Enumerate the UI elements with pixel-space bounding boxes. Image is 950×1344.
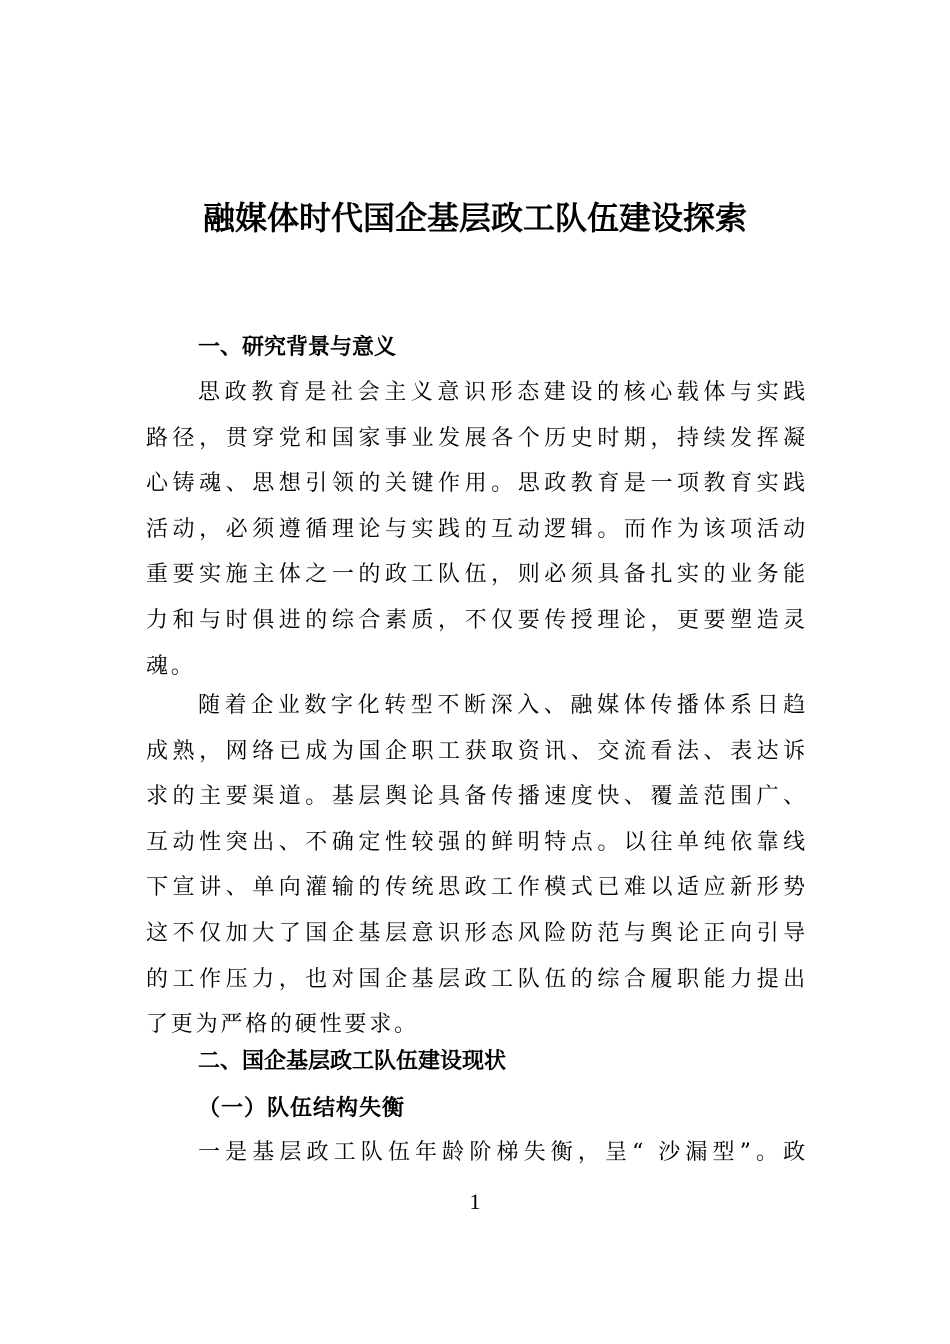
paragraph-structure-1 (146, 1130, 808, 1176)
paragraph-background-1 (146, 370, 808, 689)
section-heading-background: 一、研究背景与意义 (198, 335, 397, 360)
paragraph-background-2 (146, 683, 808, 1048)
text-line: 互动性突出、不确定性较强的鲜明特点。以往单纯依靠线 (146, 829, 808, 855)
text-line: 路径，贯穿党和国家事业发展各个历史时期，持续发挥凝 (146, 425, 808, 451)
text-line: 心铸魂、思想引领的关键作用。思政教育是一项教育实践 (146, 471, 808, 497)
subsection-heading-structure: （一）队伍结构失衡 (198, 1095, 406, 1121)
text-line: 求的主要渠道。基层舆论具备传播速度快、覆盖范围广、 (146, 784, 808, 810)
section-heading-status: 二、国企基层政工队伍建设现状 (198, 1049, 507, 1074)
text-line: 的工作压力，也对国企基层政工队伍的综合履职能力提出 (146, 966, 808, 992)
text-line: 成熟，网络已成为国企职工获取资讯、交流看法、表达诉 (146, 738, 808, 764)
text-line: 活动，必须遵循理论与实践的互动逻辑。而作为该项活动 (146, 516, 808, 542)
text-line: 重要实施主体之一的政工队伍，则必须具备扎实的业务能 (146, 562, 808, 588)
text-line: 思政教育是社会主义意识形态建设的核心载体与实践 (198, 380, 808, 405)
text-line: 随着企业数字化转型不断深入、融媒体传播体系日趋 (198, 693, 808, 718)
text-line: 了更为严格的硬性要求。 (146, 1012, 419, 1038)
text-line: 这不仅加大了国企基层意识形态风险防范与舆论正向引导 (146, 920, 808, 946)
text-line: 力和与时俱进的综合素质，不仅要传授理论，更要塑造灵 (146, 607, 808, 633)
text-line: 下宣讲、单向灌输的传统思政工作模式已难以适应新形势 (146, 875, 808, 901)
page-number: 1 (469, 1189, 481, 1214)
text-line: 魂。 (146, 653, 196, 679)
text-line: 一是基层政工队伍年龄阶梯失衡，呈“ 沙漏型”。政 (198, 1140, 808, 1165)
document-title: 融媒体时代国企基层政工队伍建设探索 (202, 199, 747, 237)
